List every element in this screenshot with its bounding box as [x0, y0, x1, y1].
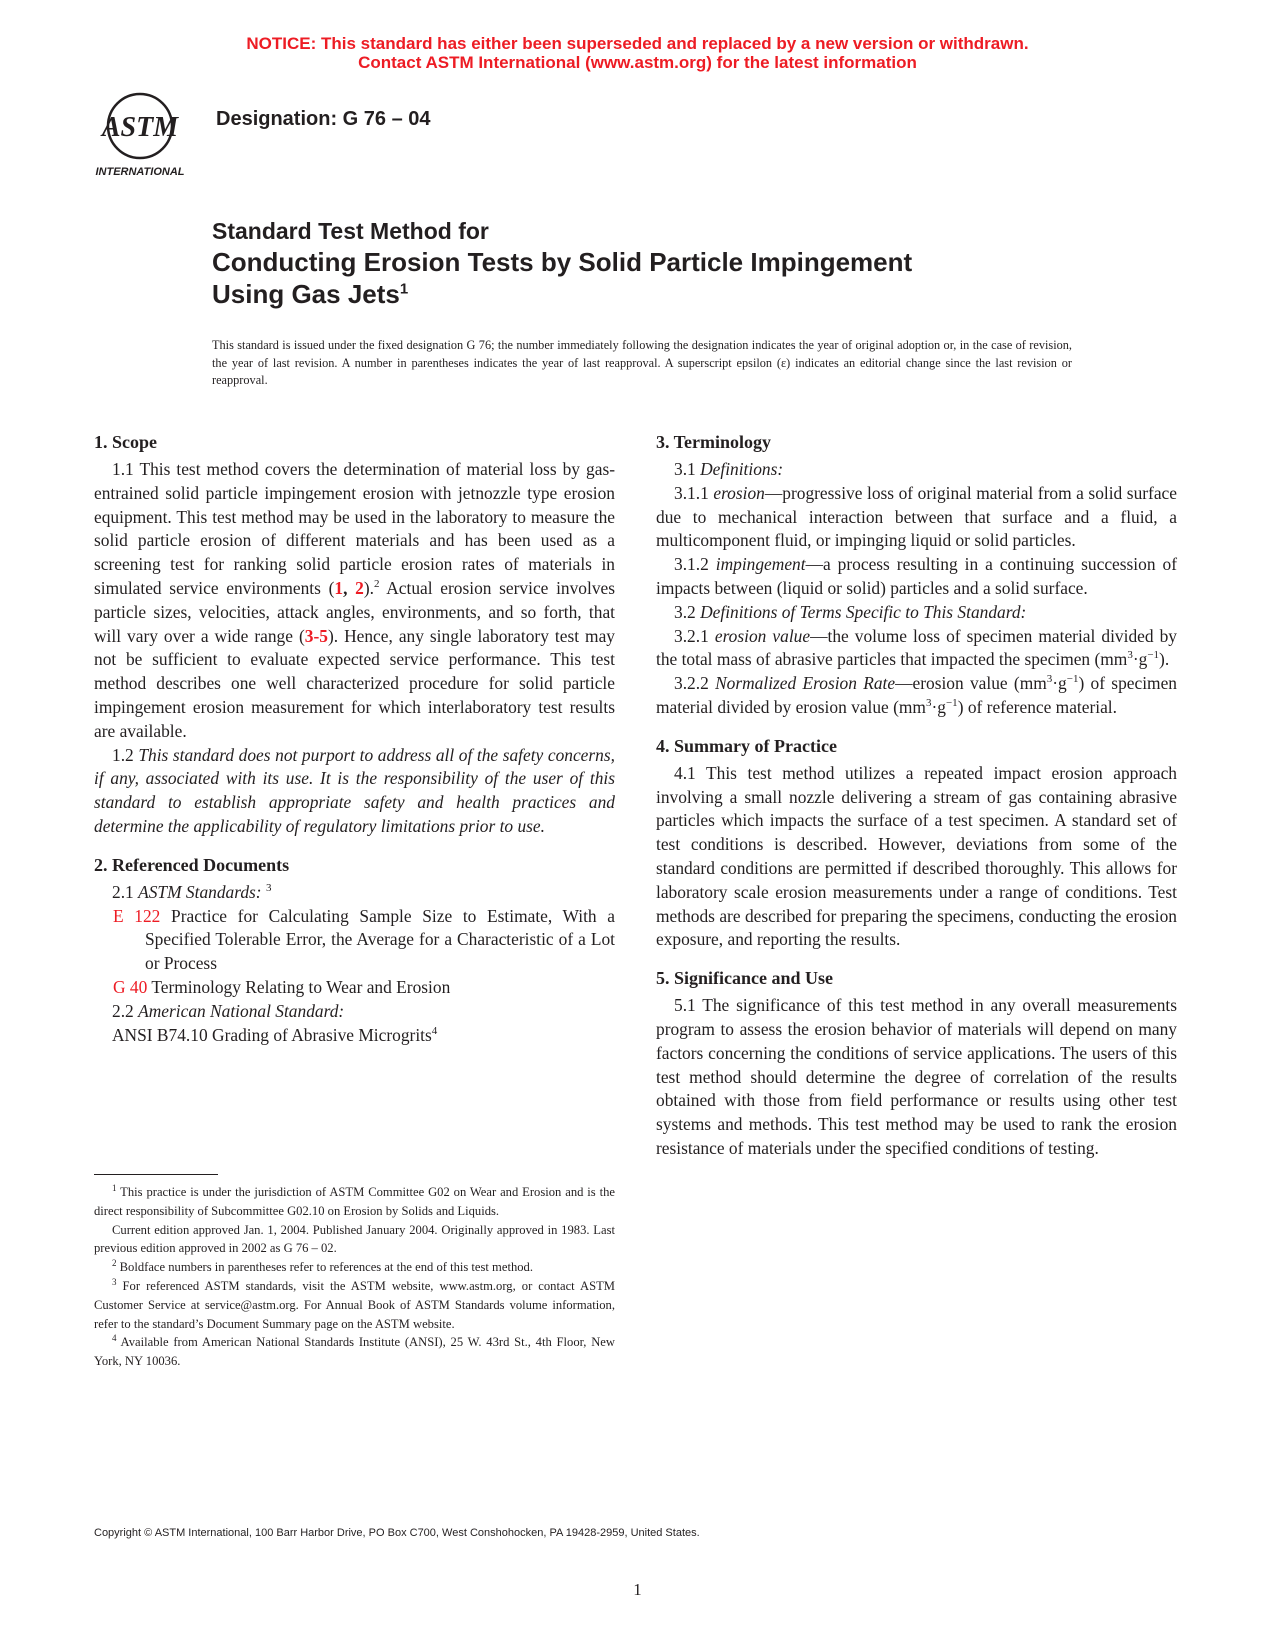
scope-paragraph-1-2: 1.2 This standard does not purport to address all of the safety concerns, if any, associated with its use. It is the responsibility of the user of this standard to establish appropriate safety and health practices and determine the applicability of regulatory limitations prior to use.	[94, 744, 615, 836]
title-line-3: Using Gas Jets$^1$	[212, 279, 409, 309]
footnote-3: $^3$ For referenced ASTM standards, visit the ASTM website, www.astm.org, or contact ASTM Customer Service at service@astm.org. For Annual Book of ASTM Standards volume information, refer to the standard’s Document Summary page on the ASTM website.	[94, 1276, 615, 1331]
notice-line-1: NOTICE: This standard has either been superseded and replaced by a new version or withdrawn.	[246, 34, 1029, 53]
significance-paragraph: 5.1 The significance of this test method in any overall measurements program to assess the erosion behavior of materials will depend on many factors concerning the conditions of service applications. The users of this test method should determine the degree of correlation of the results obtained with those from field performance or results using other test systems and methods. This test method may be used to rank the erosion resistance of materials under the specified conditions of testing.	[656, 995, 1177, 1158]
summary-heading: 4. Summary of Practice	[656, 735, 837, 756]
title-footnote-ref: 1	[399, 280, 409, 298]
definitions-label: 3.1 Definitions:	[674, 459, 784, 479]
title-line-1: Standard Test Method for	[212, 218, 489, 244]
summary-paragraph: 4.1 This test method utilizes a repeated impact erosion approach involving a small nozzle delivering a stream of gas containing abrasive particles which impacts the surface of a test specimen. A standard set of test conditions is described. However, deviations from some of the standard conditions are permitted if described thoroughly. This allows for laboratory scale erosion measurements under a range of conditions. Test methods are described for preparing the specimens, conducting the erosion exposure, and reporting the results.	[656, 762, 1177, 950]
astm-logo	[94, 88, 198, 180]
document-title	[212, 216, 912, 310]
designation: Designation: G 76 – 04	[216, 108, 431, 130]
left-column	[94, 430, 615, 1047]
footnote-1-edition: Current edition approved Jan. 1, 2004. Published January 2004. Originally approved in 1983. Last previous edition approved in 2002 as G 76 – 02.	[94, 1222, 615, 1256]
definition-erosion-value: 3.2.1 erosion value—the volume loss of specimen material divided by the total mass of abrasive particles that impacted the specimen $(mm^3\cdot g^{-1})$.	[656, 625, 1177, 670]
issued-note: This standard is issued under the fixed designation G 76; the number immediately following the designation indicates the year of original adoption or, in the case of revision, the year of last revision. A number in parentheses indicates the year of last reapproval. A superscript epsilon (ε) indicates an editorial change since the last revision or reapproval.	[212, 338, 1072, 387]
copyright-line: Copyright © ASTM International, 100 Barr Harbor Drive, PO Box C700, West Conshohocken, PA 19428-2959, United States.	[94, 1527, 700, 1539]
footnote-2: $^2$ Boldface numbers in parentheses refer to references at the end of this test method.	[112, 1258, 533, 1275]
ansi-standard-label: 2.2 American National Standard:	[112, 1000, 345, 1021]
footnote-1: $^1$ This practice is under the jurisdiction of ASTM Committee G02 on Wear and Erosion and is the direct responsibility of Subcommittee G02.10 on Erosion by Solids and Liquids.	[94, 1182, 615, 1218]
title-line-2: Conducting Erosion Tests by Solid Particle Impingement	[212, 247, 913, 277]
specific-definitions-label: 3.2 Definitions of Terms Specific to This Standard:	[674, 601, 1027, 622]
e122-link[interactable]: E 122	[113, 905, 161, 926]
definition-normalized-erosion-rate: 3.2.2 Normalized Erosion Rate—erosion value $(mm^3\cdot g^{-1})$ of specimen material divided by erosion value $(mm^3\cdot g^{-1})$ of reference material.	[656, 673, 1177, 717]
withdrawal-notice	[0, 34, 1275, 72]
reference-g40: G 40 Terminology Relating to Wear and Erosion	[113, 976, 451, 997]
refdocs-heading: 2. Referenced Documents	[94, 854, 290, 875]
notice-line-2: Contact ASTM International (www.astm.org) for the latest information	[358, 53, 917, 72]
definition-erosion: 3.1.1 erosion—progressive loss of original material from a solid surface due to mechanical interaction between that surface and a fluid, a multicomponent fluid, or impinging liquid or solid particles.	[656, 482, 1177, 551]
reference-e122: E 122 Practice for Calculating Sample Size to Estimate, With a Specified Tolerable Error, the Average for a Characteristic of a Lot or Process	[113, 905, 616, 974]
right-column	[656, 430, 1177, 1161]
scope-paragraph-1-1: 1.1 This test method covers the determination of material loss by gas-entrained solid particle impingement erosion with jetnozzle type erosion equipment. This test method may be used in the laboratory to measure the solid particle erosion of different materials and has been used as a screening test for ranking solid particle erosion rates of materials in simulated service environments (1, 2).$^2$ Actual erosion service involves particle sizes, velocities, attack angles, environments, and so forth, that will vary over a wide range (3-5). Hence, any single laboratory test may not be sufficient to evaluate expected service performance. This test method describes one well characterized procedure for solid particle impingement erosion measurement for which interlaboratory test results are available.	[94, 459, 616, 741]
scope-heading: 1. Scope	[94, 432, 157, 452]
terminology-heading: 3. Terminology	[656, 432, 772, 452]
reference-ansi: ANSI B74.10 Grading of Abrasive Microgrits$^4$	[112, 1024, 438, 1045]
g40-link[interactable]: G 40	[113, 976, 148, 997]
logo-text: ASTM	[101, 112, 179, 143]
significance-heading: 5. Significance and Use	[656, 968, 834, 989]
footnote-4: $^4$ Available from American National Standards Institute (ANSI), 25 W. 43rd St., 4th Floor, New York, NY 10036.	[94, 1333, 615, 1369]
reference-link-3-5[interactable]: 3-5	[304, 625, 328, 646]
reference-link-2[interactable]: 2	[355, 577, 364, 598]
footnotes	[94, 1183, 615, 1371]
page-number: 1	[633, 1580, 642, 1599]
astm-standards-label: 2.1 ASTM Standards: $^3$	[112, 881, 272, 902]
definition-impingement: 3.1.2 impingement—a process resulting in a continuing succession of impacts between (liquid or solid) particles and a solid surface.	[656, 554, 1177, 598]
footnote-divider	[94, 1174, 218, 1175]
logo-caption: INTERNATIONAL	[95, 166, 185, 178]
reference-link-1[interactable]: 1	[334, 577, 344, 598]
